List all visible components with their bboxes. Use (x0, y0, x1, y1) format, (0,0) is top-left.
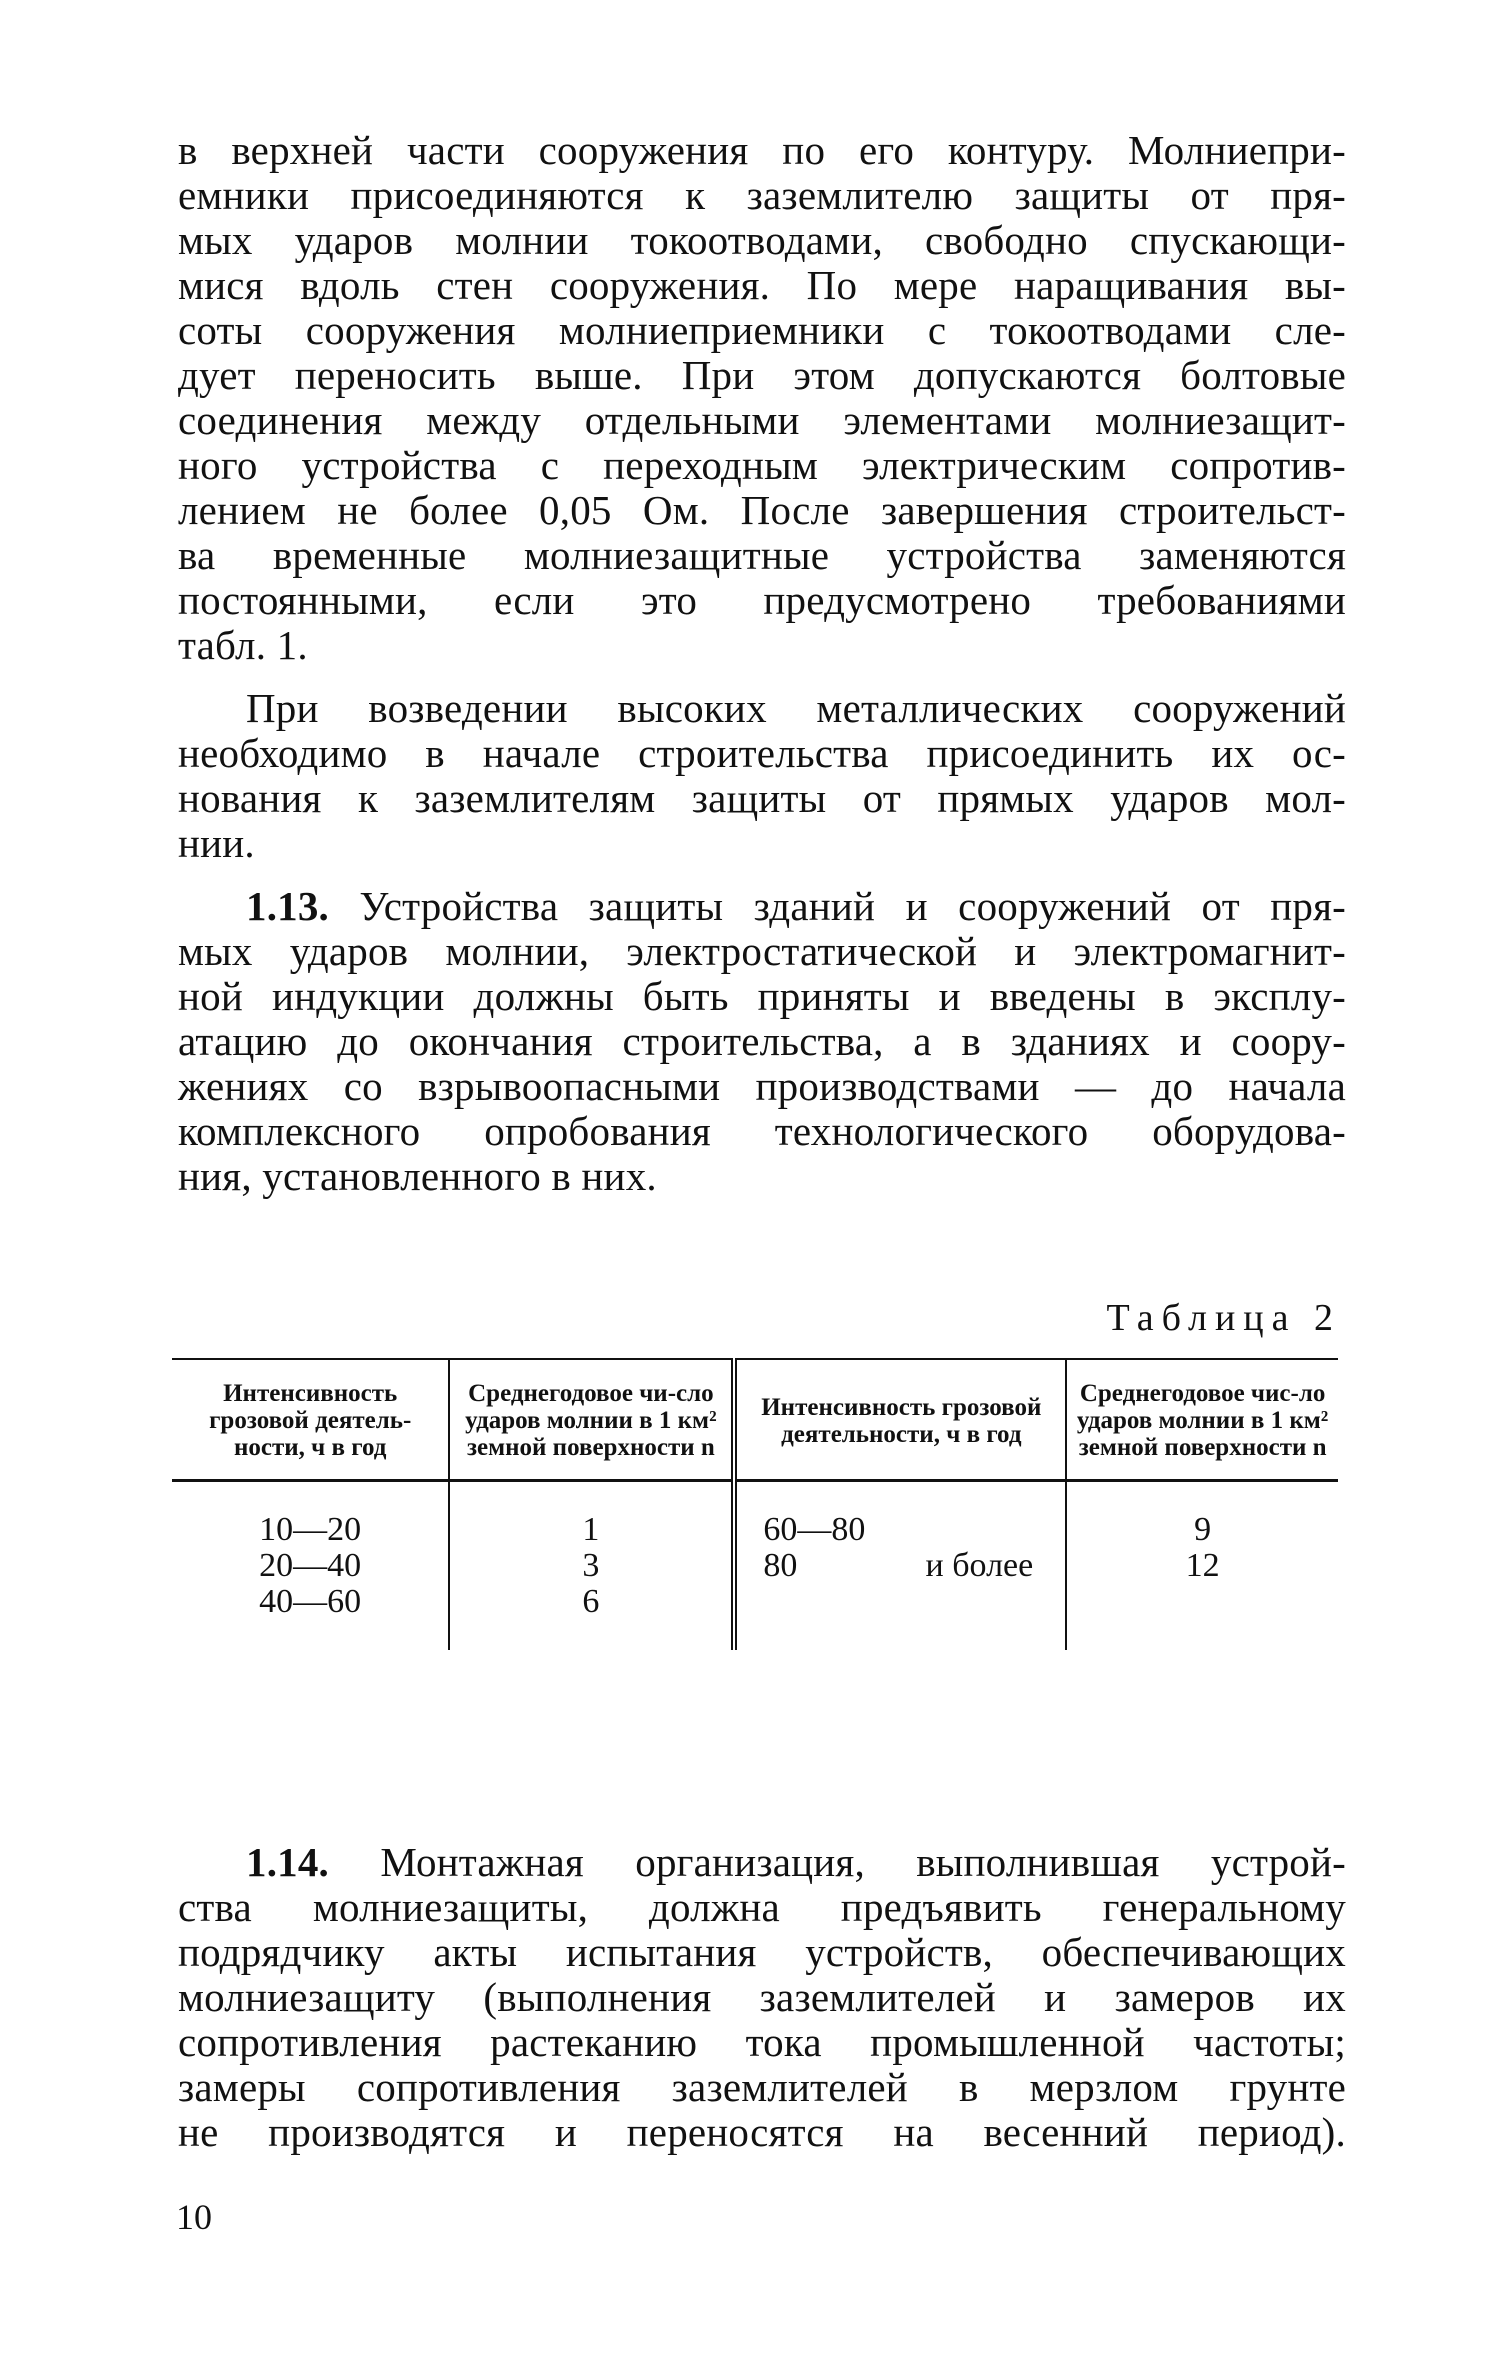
page-number: 10 (176, 2197, 212, 2237)
cell-value: 6 (582, 1583, 600, 1620)
table-cell (172, 1481, 449, 1651)
text-line: жениях со взрывоопасными производствами — до начала (178, 1063, 1346, 1109)
cell-value: 20—40 (259, 1547, 362, 1584)
text-line: табл. 1. (178, 622, 308, 668)
text-line: постоянными, если это предусмотрено требованиями (178, 577, 1346, 623)
cell-value: 12 (1185, 1547, 1220, 1584)
text-line: в верхней части сооружения по его контуру. Молниепри- (178, 127, 1346, 173)
text-line: подрядчику акты испытания устройств, обеспечивающих (178, 1929, 1346, 1975)
cell-value: 9 (1194, 1511, 1212, 1548)
text-line: мися вдоль стен сооружения. По мере наращивания вы- (178, 262, 1346, 308)
text-line: ной индукции должны быть приняты и введены в эксплу- (178, 973, 1346, 1019)
text-line: ва временные молниезащитные устройства заменяются (178, 532, 1346, 578)
text-line: сопротивления растеканию тока промышленной частоты; (178, 2019, 1346, 2065)
text-line: дует переносить выше. При этом допускаются болтовые (178, 352, 1346, 398)
table-cell (449, 1481, 734, 1651)
table-header: Среднегодовое чи-сло ударов молнии в 1 км² земной поверхности n (449, 1359, 734, 1481)
text-line: нии. (178, 820, 255, 866)
text-line: атацию до окончания строительства, а в зданиях и соору- (178, 1018, 1346, 1064)
text-line (178, 1840, 1346, 1885)
table-header: Среднегодовое чис-ло ударов молнии в 1 км² земной поверхности n (1066, 1359, 1338, 1481)
cell-row (763, 1548, 1057, 1584)
text-line: молниезащиту (выполнения заземлителей и замеров их (178, 1974, 1346, 2020)
text-line: ства молниезащиты, должна предъявить генеральному (178, 1884, 1346, 1930)
text-line: При возведении высоких металлических сооружений (246, 685, 1346, 731)
cell-value: 60—80 (763, 1511, 866, 1548)
paragraph-2 (178, 686, 1346, 866)
section-number: 1.14. (246, 1839, 329, 1885)
text-line: нования к заземлителям защиты от прямых ударов мол- (178, 775, 1346, 821)
text-line: ния, установленного в них. (178, 1153, 657, 1199)
text-line: ного устройства с переходным электрическим сопротив- (178, 442, 1346, 488)
text-line: лением не более 0,05 Ом. После завершения строительст- (178, 487, 1346, 533)
section-text: Монтажная организация, выполнившая устрой- (329, 1839, 1346, 1885)
text-line: комплексного опробования технологического оборудова- (178, 1108, 1346, 1154)
text-line (178, 884, 1346, 929)
text-line: соединения между отдельными элементами молниезащит- (178, 397, 1346, 443)
table-header: Интенсивность грозовой деятельности, ч в год (734, 1359, 1066, 1481)
text-line: не производятся и переносятся на весенний период). (178, 2109, 1346, 2155)
text-line: емники присоединяются к заземлителю защиты от пря- (178, 172, 1346, 218)
paragraph-1 (178, 128, 1346, 668)
section-text: Устройства защиты зданий и сооружений от пря- (329, 883, 1346, 929)
cell-row (763, 1584, 1057, 1620)
section-1-14 (178, 1840, 1346, 2155)
cell-value: 10—20 (259, 1511, 362, 1548)
table-header: Интенсивность грозовой деятель-ности, ч в год (172, 1359, 449, 1481)
table-caption: Таблица 2 (1106, 1297, 1341, 1339)
cell-value: 1 (582, 1511, 600, 1548)
section-number: 1.13. (246, 883, 329, 929)
section-1-13 (178, 884, 1346, 1199)
text-line: необходимо в начале строительства присоединить их ос- (178, 730, 1346, 776)
lightning-table (172, 1358, 1338, 1650)
text-line: соты сооружения молниеприемники с токоотводами сле- (178, 307, 1346, 353)
table-row (172, 1481, 1338, 1651)
text-line: мых ударов молнии, электростатической и электромагнит- (178, 928, 1346, 974)
table-cell (734, 1481, 1066, 1651)
cell-value: 40—60 (259, 1583, 362, 1620)
text-line: замеры сопротивления заземлителей в мерзлом грунте (178, 2064, 1346, 2110)
cell-row (763, 1512, 1057, 1548)
text-line: мых ударов молнии токоотводами, свободно спускающи- (178, 217, 1346, 263)
cell-value: 80 (763, 1547, 798, 1584)
table-cell (1066, 1481, 1338, 1651)
cell-value: 3 (582, 1547, 600, 1584)
cell-value: и более (925, 1547, 1034, 1584)
